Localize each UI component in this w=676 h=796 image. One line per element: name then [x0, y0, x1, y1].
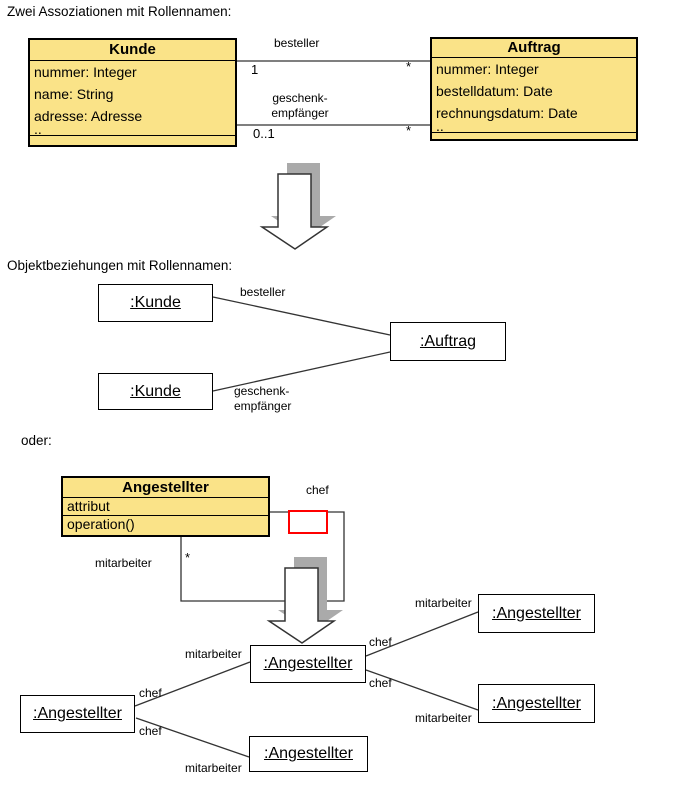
class-kunde [28, 38, 237, 147]
association-role-besteller: besteller [274, 36, 320, 50]
multiplicity-right: * [406, 123, 412, 138]
class-angestellter-name: Angestellter [63, 478, 268, 498]
class-kunde-attribute: name: String [34, 86, 114, 102]
section3-title: oder: [21, 433, 52, 448]
link-role-besteller: besteller [240, 285, 286, 299]
object-angestellter-top-right: :Angestellter [478, 594, 595, 633]
self-association-role-mitarbeiter: mitarbeiter [95, 556, 152, 570]
link-role-mitarbeiter: mitarbeiter [415, 596, 472, 610]
link-role-geschenk [234, 384, 291, 413]
self-association-role-chef: chef [306, 483, 329, 497]
object-angestellter-bottom-right: :Angestellter [478, 684, 595, 723]
object-auftrag: :Auftrag [390, 322, 506, 361]
section2-title: Objektbeziehungen mit Rollennamen: [7, 258, 233, 273]
link-role-geschenk-line2: empfänger [234, 398, 292, 413]
multiplicity-left: 0..1 [253, 126, 275, 141]
association-role-geschenk [264, 91, 336, 120]
class-kunde-attribute: .. [34, 121, 42, 137]
class-kunde-attribute: adresse: Adresse [34, 108, 143, 124]
link-role-chef: chef [369, 676, 392, 690]
link-role-mitarbeiter: mitarbeiter [185, 647, 242, 661]
link-role-chef: chef [139, 686, 162, 700]
role-geschenk-line2: empfänger [271, 105, 329, 120]
object-angestellter-bottom: :Angestellter [249, 736, 368, 772]
multiplicity-star: * [185, 550, 191, 565]
object-kunde-bottom: :Kunde [98, 373, 213, 410]
object-kunde-top: :Kunde [98, 284, 213, 322]
link-role-chef: chef [139, 724, 162, 738]
object-angestellter-center: :Angestellter [250, 645, 366, 683]
class-angestellter [61, 476, 270, 537]
link-role-chef: chef [369, 635, 392, 649]
class-angestellter-operation: operation() [67, 516, 135, 532]
class-kunde-operations-compartment [30, 135, 235, 145]
class-auftrag-name: Auftrag [432, 39, 636, 58]
class-auftrag-attribute: .. [436, 118, 444, 134]
class-auftrag [430, 37, 638, 141]
class-auftrag-attribute: rechnungsdatum: Date [436, 105, 578, 121]
down-arrow-icon [259, 546, 369, 656]
object-angestellter-left: :Angestellter [20, 695, 135, 733]
class-auftrag-attribute: nummer: Integer [436, 61, 539, 77]
link-role-geschenk-line1: geschenk- [234, 384, 290, 398]
class-auftrag-operations-compartment [432, 132, 636, 139]
class-kunde-name: Kunde [30, 40, 235, 61]
highlight-rectangle [288, 510, 328, 534]
role-geschenk-line1: geschenk- [272, 91, 328, 105]
multiplicity-left: 1 [251, 62, 259, 77]
section1-title: Zwei Assoziationen mit Rollennamen: [7, 4, 232, 19]
class-auftrag-attribute: bestelldatum: Date [436, 83, 553, 99]
class-kunde-attribute: nummer: Integer [34, 64, 137, 80]
link-role-mitarbeiter: mitarbeiter [185, 761, 242, 775]
link-role-mitarbeiter: mitarbeiter [415, 711, 472, 725]
down-arrow-icon [252, 152, 362, 262]
multiplicity-right: * [406, 59, 412, 74]
class-angestellter-attribute: attribut [63, 498, 268, 516]
